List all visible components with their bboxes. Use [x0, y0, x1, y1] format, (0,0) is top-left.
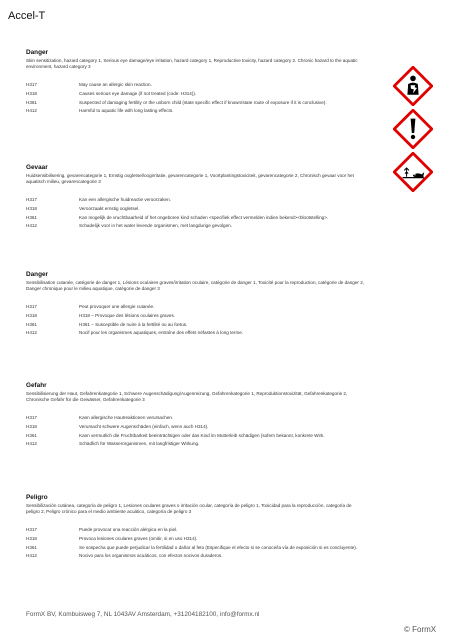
hazard-statement-row: [26, 206, 366, 212]
hazard-code: H317: [26, 197, 37, 202]
hazard-text: Kann allergische Hautreaktionen verursachen.: [79, 415, 174, 420]
hazard-text: Verursacht schwere Augenschäden (einfach, wenn auch H314).: [79, 423, 209, 429]
hazard-code: H361: [26, 99, 37, 105]
hazard-text: H318 – Provoque des lésions oculaires graves.: [79, 312, 176, 318]
hazard-text: Peut provoquer une allergie cutanée.: [79, 304, 155, 309]
hazard-statement-row: [26, 553, 366, 559]
hazard-code: H412: [26, 441, 37, 447]
ghs09-environment-icon: [393, 152, 433, 192]
hazard-text: Puede provocar una reacción alérgica en la piel.: [79, 527, 178, 532]
signal-word: Danger: [26, 49, 49, 56]
document-title: Accel-T: [8, 10, 46, 22]
hazard-text: Causes serious eye damage (if not treated (code: H314)).: [79, 90, 197, 96]
hazard-code: H317: [26, 527, 37, 532]
signal-word: Gefahr: [26, 382, 47, 389]
hazard-text: May cause an allergic skin reaction.: [79, 82, 152, 87]
hazard-statement-row: [26, 215, 366, 221]
hazard-text: Nocif pour les organismes aquatiques, entraîne des effets néfastes à long terme.: [79, 330, 244, 336]
hazard-text: Provoca lesiones oculares graves (omitir, si en uso H314).: [79, 535, 198, 541]
ghs07-exclamation-icon: [393, 109, 433, 149]
hazard-text: Harmful to aquatic life with long lasting effects.: [79, 108, 174, 114]
hazard-statement-row: [26, 223, 366, 229]
hazard-statement-row: [26, 424, 366, 430]
hazard-text: Se sospecha que puede perjudicar la fertilidad o dañar al feto (Especifique el efecto si se conoce/la vía de exposición si es concluyente).: [79, 544, 358, 550]
footer-address: FormX BV, Kombuisweg 7, NL 1043AV Amsterdam, +31204182100, info@formx.nl: [26, 611, 260, 618]
signal-word: Gevaar: [26, 164, 48, 171]
hazard-statement-row: [26, 313, 366, 319]
hazard-code: H412: [26, 553, 37, 559]
hazard-text: Kan een allergische huidreactie veroorzaken.: [79, 197, 171, 202]
hazard-code: H361: [26, 432, 37, 438]
signal-word: Peligro: [26, 494, 48, 501]
hazard-statement-row: [26, 108, 366, 114]
hazard-statement-row: [26, 330, 366, 336]
hazard-code: H412: [26, 330, 37, 336]
hazard-code: H317: [26, 415, 37, 420]
hazard-classification: Sensibilización cutánea, categoría de peligro 1, Lesiones oculares graves o irritación ocular, categoría de peligro 1, Toxicidad para la reproducción, categoría de peligro 2, Peligro crónico para el medio ambiente acuático, categoría de peligro 3: [26, 503, 352, 514]
footer-copyright: © FormX: [404, 625, 437, 634]
hazard-text: Schädlich für Wasserorganismen, mit langfristiger Wirkung.: [79, 441, 200, 447]
hazard-code: H318: [26, 205, 37, 211]
hazard-section-french: [26, 271, 366, 339]
hazard-text: Kann vermutlich die Fruchtbarkeit beeinträchtigen oder das Kind im Mutterleib schädigen (sofern bekannt, konkrete Wirk.: [79, 432, 325, 438]
hazard-code: H318: [26, 535, 37, 541]
hazard-code: H361: [26, 544, 37, 550]
hazard-statement-row: [26, 433, 366, 439]
hazard-code: H412: [26, 108, 37, 114]
hazard-code: H361: [26, 321, 37, 327]
hazard-code: H317: [26, 304, 37, 309]
hazard-text: Suspected of damaging fertility or the unborn child (state specific effect if known/state route of exposure if it is conclusive).: [79, 99, 327, 105]
hazard-classification: Huidsensibilisering, gevarencategorie 1, Ernstig oogletsel/oogirritatie, gevarencategorie 1, Voortplantingstoxiciteit, gevarencategorie 2, Chronisch gevaar voor het aquatisch milieu, gevarencategorie 3: [26, 173, 354, 184]
hazard-section-spanish: [26, 494, 366, 562]
hazard-statement-row: [26, 82, 366, 88]
hazard-section-english: [26, 49, 366, 117]
hazard-text: Veroorzaakt ernstig oogletsel.: [79, 205, 140, 211]
hazard-statement-row: [26, 527, 366, 533]
hazard-text: Nocivo para los organismos acuáticos, con efectos nocivos duraderos.: [79, 553, 223, 559]
hazard-code: H318: [26, 90, 37, 96]
ghs08-health-hazard-icon: [393, 66, 433, 106]
signal-word: Danger: [26, 271, 49, 278]
hazard-statement-row: [26, 197, 366, 203]
hazard-code: H412: [26, 223, 37, 229]
hazard-statement-row: [26, 536, 366, 542]
hazard-statement-row: [26, 415, 366, 421]
hazard-code: H318: [26, 312, 37, 318]
hazard-classification: Sensibilisierung der Haut, Gefahrenkategorie 1, Schwere Augenschädigung/Augenreizung, Gefahrenkategorie 1, Reproduktionstoxizität, Gefahrenkategorie 2, Chronische Gefahr für die Gewässer, Gefahrenkategorie 3: [26, 391, 348, 402]
hazard-statement-row: [26, 441, 366, 447]
hazard-statement-row: [26, 545, 366, 551]
hazard-classification: Skin sensitization, hazard category 1, Serious eye damage/eye irritation, hazard category 1, Reproductive toxicity, hazard category 2. Chronic hazard to the aquatic environment, hazard category 3: [26, 58, 358, 69]
hazard-text: Schadelijk voor in het water levende organismen, met langdurige gevolgen.: [79, 223, 232, 229]
hazard-statement-row: [26, 100, 366, 106]
hazard-statement-row: [26, 91, 366, 97]
hazard-code: H317: [26, 82, 37, 87]
ghs-pictograms: [393, 66, 437, 195]
hazard-classification: Sensibilisation cutanée, catégorie de danger 1, Lésions oculaires graves/irritation oculaire, catégorie de danger 1, Toxicité pour la reproduction, catégorie de danger 2, Danger chronique pour le milieu aquatique, catégorie de danger 3: [26, 280, 365, 291]
hazard-text: Kan mogelijk de vruchtbaarheid of het ongeboren kind schaden <specifiek effect vermelden indien bekend><blootstelling>.: [79, 214, 329, 220]
hazard-section-german: [26, 382, 366, 450]
hazard-code: H318: [26, 423, 37, 429]
hazard-text: H361 – Susceptible de nuire à la fertilité ou au fœtus.: [79, 321, 188, 327]
hazard-statement-row: [26, 304, 366, 310]
hazard-statement-row: [26, 322, 366, 328]
hazard-section-dutch: [26, 164, 366, 232]
hazard-code: H361: [26, 214, 37, 220]
